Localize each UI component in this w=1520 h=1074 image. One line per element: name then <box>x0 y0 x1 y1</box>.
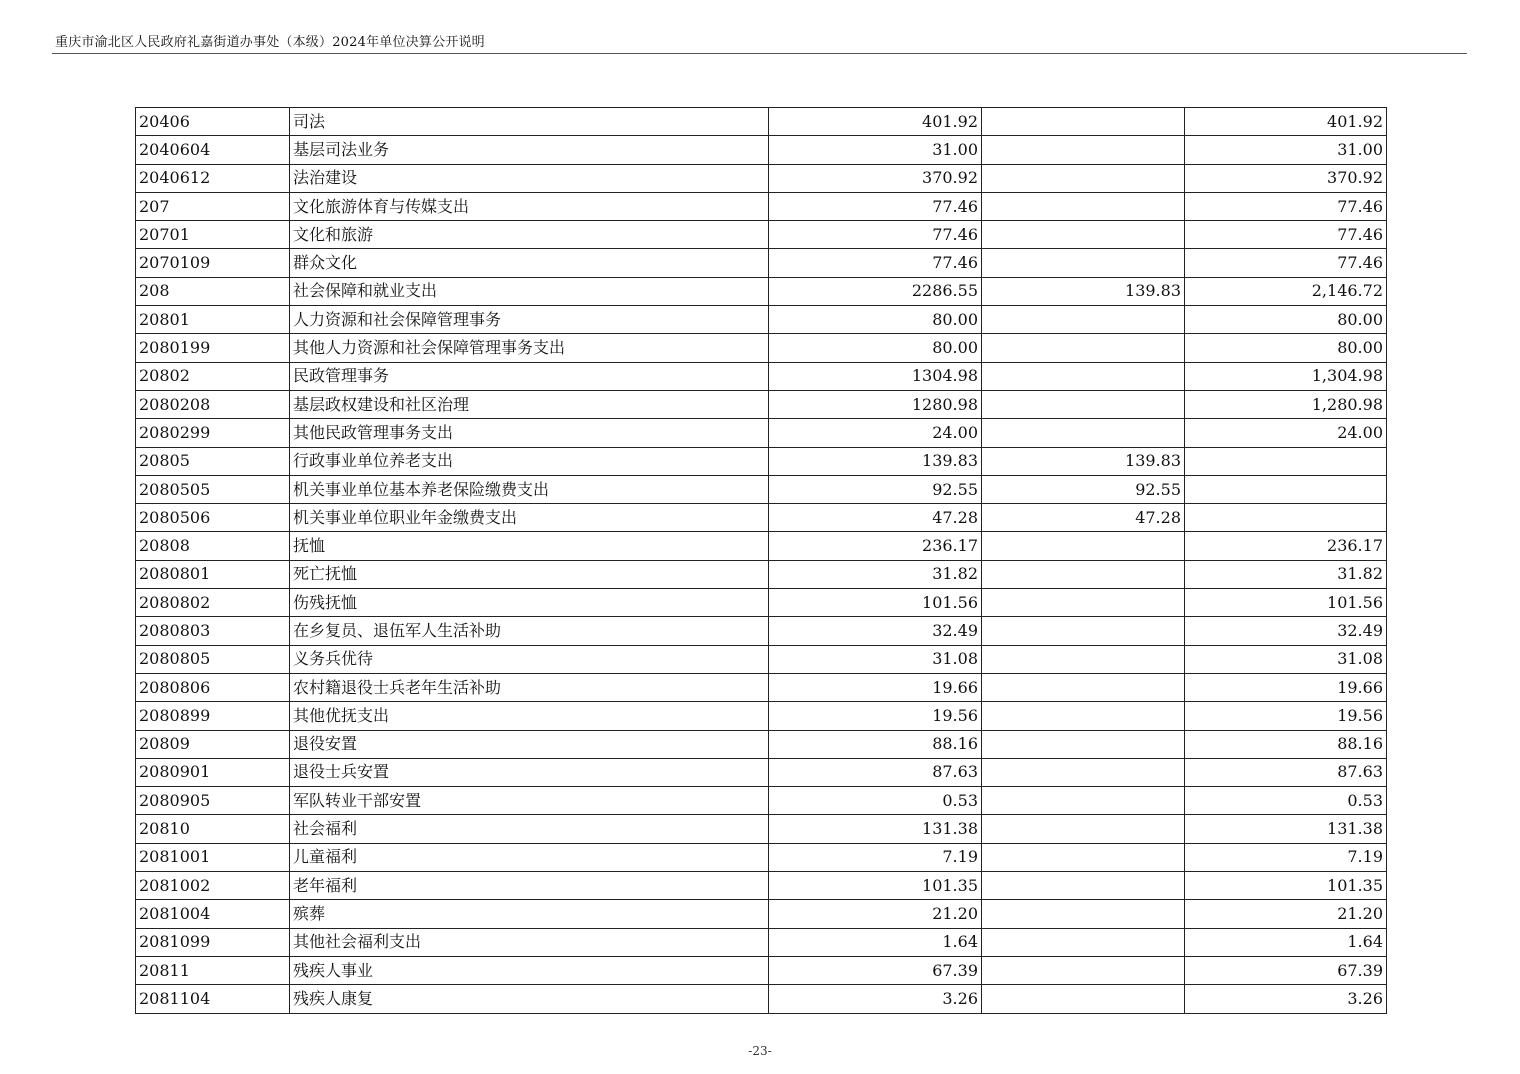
cell-subject-code: 2080899 <box>136 702 290 730</box>
cell-basic-expenditure <box>982 956 1185 984</box>
cell-total-expenditure: 80.00 <box>769 306 982 334</box>
cell-total-expenditure: 7.19 <box>769 843 982 871</box>
table-row <box>136 277 1387 305</box>
cell-basic-expenditure <box>982 928 1185 956</box>
cell-total-expenditure: 77.46 <box>769 249 982 277</box>
cell-project-expenditure: 67.39 <box>1185 956 1387 984</box>
table-row <box>136 221 1387 249</box>
cell-project-expenditure: 131.38 <box>1185 815 1387 843</box>
cell-project-expenditure: 87.63 <box>1185 758 1387 786</box>
cell-total-expenditure: 370.92 <box>769 164 982 192</box>
cell-subject-name: 法治建设 <box>290 164 769 192</box>
cell-total-expenditure: 101.35 <box>769 872 982 900</box>
cell-subject-code: 2080208 <box>136 390 290 418</box>
header-divider <box>52 53 1467 54</box>
table-row <box>136 617 1387 645</box>
cell-subject-code: 2080299 <box>136 419 290 447</box>
cell-basic-expenditure <box>982 249 1185 277</box>
cell-subject-name: 农村籍退役士兵老年生活补助 <box>290 673 769 701</box>
cell-subject-code: 20701 <box>136 221 290 249</box>
cell-subject-code: 20406 <box>136 108 290 136</box>
document-header-title: 重庆市渝北区人民政府礼嘉街道办事处（本级）2024年单位决算公开说明 <box>55 35 485 50</box>
cell-subject-name: 抚恤 <box>290 532 769 560</box>
cell-basic-expenditure <box>982 985 1185 1013</box>
cell-total-expenditure: 101.56 <box>769 589 982 617</box>
cell-basic-expenditure <box>982 645 1185 673</box>
cell-subject-code: 20805 <box>136 447 290 475</box>
cell-project-expenditure: 80.00 <box>1185 334 1387 362</box>
cell-subject-code: 2080805 <box>136 645 290 673</box>
cell-subject-name: 其他优抚支出 <box>290 702 769 730</box>
cell-basic-expenditure <box>982 815 1185 843</box>
cell-subject-name: 基层司法业务 <box>290 136 769 164</box>
cell-basic-expenditure: 47.28 <box>982 504 1185 532</box>
table-row <box>136 108 1387 136</box>
cell-subject-name: 民政管理事务 <box>290 362 769 390</box>
cell-project-expenditure: 0.53 <box>1185 787 1387 815</box>
cell-total-expenditure: 3.26 <box>769 985 982 1013</box>
cell-total-expenditure: 401.92 <box>769 108 982 136</box>
cell-total-expenditure: 31.00 <box>769 136 982 164</box>
cell-basic-expenditure <box>982 560 1185 588</box>
table-row <box>136 136 1387 164</box>
cell-basic-expenditure <box>982 306 1185 334</box>
cell-total-expenditure: 47.28 <box>769 504 982 532</box>
cell-basic-expenditure <box>982 787 1185 815</box>
cell-total-expenditure: 88.16 <box>769 730 982 758</box>
cell-total-expenditure: 19.66 <box>769 673 982 701</box>
cell-total-expenditure: 32.49 <box>769 617 982 645</box>
cell-subject-code: 20801 <box>136 306 290 334</box>
cell-basic-expenditure: 92.55 <box>982 475 1185 503</box>
table-body <box>136 108 1387 1014</box>
cell-total-expenditure: 24.00 <box>769 419 982 447</box>
cell-subject-code: 208 <box>136 277 290 305</box>
cell-subject-code: 2081002 <box>136 872 290 900</box>
cell-subject-code: 2080905 <box>136 787 290 815</box>
cell-basic-expenditure <box>982 334 1185 362</box>
cell-total-expenditure: 2286.55 <box>769 277 982 305</box>
cell-subject-code: 2081104 <box>136 985 290 1013</box>
table-row <box>136 758 1387 786</box>
cell-subject-name: 义务兵优待 <box>290 645 769 673</box>
cell-project-expenditure <box>1185 504 1387 532</box>
cell-basic-expenditure <box>982 532 1185 560</box>
expenditure-table <box>135 107 1387 1014</box>
cell-basic-expenditure <box>982 758 1185 786</box>
table-row <box>136 334 1387 362</box>
cell-subject-code: 20810 <box>136 815 290 843</box>
cell-subject-code: 2081099 <box>136 928 290 956</box>
cell-subject-name: 死亡抚恤 <box>290 560 769 588</box>
cell-subject-name: 基层政权建设和社区治理 <box>290 390 769 418</box>
cell-subject-code: 2040604 <box>136 136 290 164</box>
cell-total-expenditure: 1280.98 <box>769 390 982 418</box>
cell-basic-expenditure: 139.83 <box>982 447 1185 475</box>
table-row <box>136 645 1387 673</box>
cell-subject-code: 2080801 <box>136 560 290 588</box>
cell-subject-name: 行政事业单位养老支出 <box>290 447 769 475</box>
cell-total-expenditure: 131.38 <box>769 815 982 843</box>
cell-total-expenditure: 1.64 <box>769 928 982 956</box>
cell-project-expenditure: 80.00 <box>1185 306 1387 334</box>
cell-basic-expenditure <box>982 900 1185 928</box>
cell-basic-expenditure <box>982 390 1185 418</box>
cell-total-expenditure: 77.46 <box>769 221 982 249</box>
table-row <box>136 164 1387 192</box>
table-row <box>136 956 1387 984</box>
cell-subject-name: 老年福利 <box>290 872 769 900</box>
table-row <box>136 730 1387 758</box>
cell-total-expenditure: 80.00 <box>769 334 982 362</box>
cell-basic-expenditure <box>982 362 1185 390</box>
cell-subject-name: 机关事业单位职业年金缴费支出 <box>290 504 769 532</box>
cell-subject-code: 20808 <box>136 532 290 560</box>
cell-basic-expenditure <box>982 221 1185 249</box>
cell-subject-name: 文化旅游体育与传媒支出 <box>290 192 769 220</box>
table-row <box>136 560 1387 588</box>
cell-project-expenditure: 101.56 <box>1185 589 1387 617</box>
table-row <box>136 589 1387 617</box>
cell-project-expenditure: 77.46 <box>1185 249 1387 277</box>
cell-project-expenditure: 2,146.72 <box>1185 277 1387 305</box>
cell-subject-code: 20802 <box>136 362 290 390</box>
cell-project-expenditure: 3.26 <box>1185 985 1387 1013</box>
cell-subject-name: 军队转业干部安置 <box>290 787 769 815</box>
cell-project-expenditure: 401.92 <box>1185 108 1387 136</box>
cell-project-expenditure: 77.46 <box>1185 221 1387 249</box>
cell-subject-code: 2070109 <box>136 249 290 277</box>
cell-total-expenditure: 21.20 <box>769 900 982 928</box>
cell-total-expenditure: 87.63 <box>769 758 982 786</box>
table-row <box>136 504 1387 532</box>
cell-subject-code: 2080802 <box>136 589 290 617</box>
cell-project-expenditure: 101.35 <box>1185 872 1387 900</box>
cell-basic-expenditure <box>982 843 1185 871</box>
cell-subject-name: 伤残抚恤 <box>290 589 769 617</box>
cell-subject-name: 退役安置 <box>290 730 769 758</box>
cell-subject-code: 20809 <box>136 730 290 758</box>
cell-project-expenditure: 21.20 <box>1185 900 1387 928</box>
cell-total-expenditure: 236.17 <box>769 532 982 560</box>
cell-subject-code: 2040612 <box>136 164 290 192</box>
cell-project-expenditure: 19.56 <box>1185 702 1387 730</box>
cell-total-expenditure: 92.55 <box>769 475 982 503</box>
table-row <box>136 843 1387 871</box>
cell-subject-code: 20811 <box>136 956 290 984</box>
table-row <box>136 787 1387 815</box>
cell-basic-expenditure <box>982 419 1185 447</box>
table-row <box>136 362 1387 390</box>
cell-subject-name: 群众文化 <box>290 249 769 277</box>
table-row <box>136 419 1387 447</box>
cell-project-expenditure: 1,304.98 <box>1185 362 1387 390</box>
cell-project-expenditure: 236.17 <box>1185 532 1387 560</box>
cell-subject-name: 在乡复员、退伍军人生活补助 <box>290 617 769 645</box>
table-row <box>136 673 1387 701</box>
table-row <box>136 702 1387 730</box>
cell-total-expenditure: 0.53 <box>769 787 982 815</box>
table-row <box>136 390 1387 418</box>
table-row <box>136 475 1387 503</box>
cell-subject-code: 2080199 <box>136 334 290 362</box>
cell-subject-code: 2080806 <box>136 673 290 701</box>
cell-subject-code: 2080505 <box>136 475 290 503</box>
cell-subject-name: 其他民政管理事务支出 <box>290 419 769 447</box>
table-row <box>136 447 1387 475</box>
cell-project-expenditure: 370.92 <box>1185 164 1387 192</box>
cell-basic-expenditure <box>982 673 1185 701</box>
cell-subject-name: 残疾人康复 <box>290 985 769 1013</box>
cell-total-expenditure: 77.46 <box>769 192 982 220</box>
table-row <box>136 815 1387 843</box>
table-row <box>136 249 1387 277</box>
cell-total-expenditure: 31.82 <box>769 560 982 588</box>
cell-subject-code: 207 <box>136 192 290 220</box>
cell-project-expenditure: 7.19 <box>1185 843 1387 871</box>
cell-basic-expenditure <box>982 730 1185 758</box>
cell-total-expenditure: 1304.98 <box>769 362 982 390</box>
cell-basic-expenditure <box>982 108 1185 136</box>
cell-total-expenditure: 139.83 <box>769 447 982 475</box>
cell-subject-name: 人力资源和社会保障管理事务 <box>290 306 769 334</box>
table-row <box>136 306 1387 334</box>
table-row <box>136 872 1387 900</box>
cell-project-expenditure: 24.00 <box>1185 419 1387 447</box>
cell-basic-expenditure <box>982 872 1185 900</box>
table-row <box>136 900 1387 928</box>
cell-project-expenditure: 31.08 <box>1185 645 1387 673</box>
cell-subject-name: 退役士兵安置 <box>290 758 769 786</box>
cell-project-expenditure: 19.66 <box>1185 673 1387 701</box>
cell-total-expenditure: 31.08 <box>769 645 982 673</box>
cell-project-expenditure <box>1185 475 1387 503</box>
cell-basic-expenditure <box>982 136 1185 164</box>
cell-project-expenditure: 31.00 <box>1185 136 1387 164</box>
cell-subject-name: 司法 <box>290 108 769 136</box>
cell-basic-expenditure <box>982 589 1185 617</box>
cell-basic-expenditure <box>982 617 1185 645</box>
cell-basic-expenditure <box>982 164 1185 192</box>
cell-subject-name: 社会保障和就业支出 <box>290 277 769 305</box>
cell-basic-expenditure: 139.83 <box>982 277 1185 305</box>
cell-subject-name: 文化和旅游 <box>290 221 769 249</box>
cell-subject-name: 殡葬 <box>290 900 769 928</box>
table-row <box>136 985 1387 1013</box>
cell-subject-code: 2081001 <box>136 843 290 871</box>
cell-project-expenditure: 31.82 <box>1185 560 1387 588</box>
cell-project-expenditure: 1.64 <box>1185 928 1387 956</box>
cell-subject-code: 2080901 <box>136 758 290 786</box>
cell-subject-name: 机关事业单位基本养老保险缴费支出 <box>290 475 769 503</box>
cell-subject-name: 其他人力资源和社会保障管理事务支出 <box>290 334 769 362</box>
cell-total-expenditure: 19.56 <box>769 702 982 730</box>
table-row <box>136 928 1387 956</box>
cell-subject-name: 儿童福利 <box>290 843 769 871</box>
cell-project-expenditure: 88.16 <box>1185 730 1387 758</box>
cell-basic-expenditure <box>982 702 1185 730</box>
cell-basic-expenditure <box>982 192 1185 220</box>
cell-project-expenditure: 77.46 <box>1185 192 1387 220</box>
cell-project-expenditure: 32.49 <box>1185 617 1387 645</box>
budget-table-container <box>135 107 1387 1014</box>
table-row <box>136 532 1387 560</box>
table-row <box>136 192 1387 220</box>
page-number: -23- <box>748 1044 772 1058</box>
cell-subject-name: 其他社会福利支出 <box>290 928 769 956</box>
cell-project-expenditure: 1,280.98 <box>1185 390 1387 418</box>
cell-subject-code: 2081004 <box>136 900 290 928</box>
cell-subject-name: 社会福利 <box>290 815 769 843</box>
cell-project-expenditure <box>1185 447 1387 475</box>
cell-subject-code: 2080506 <box>136 504 290 532</box>
cell-subject-code: 2080803 <box>136 617 290 645</box>
cell-subject-name: 残疾人事业 <box>290 956 769 984</box>
cell-total-expenditure: 67.39 <box>769 956 982 984</box>
